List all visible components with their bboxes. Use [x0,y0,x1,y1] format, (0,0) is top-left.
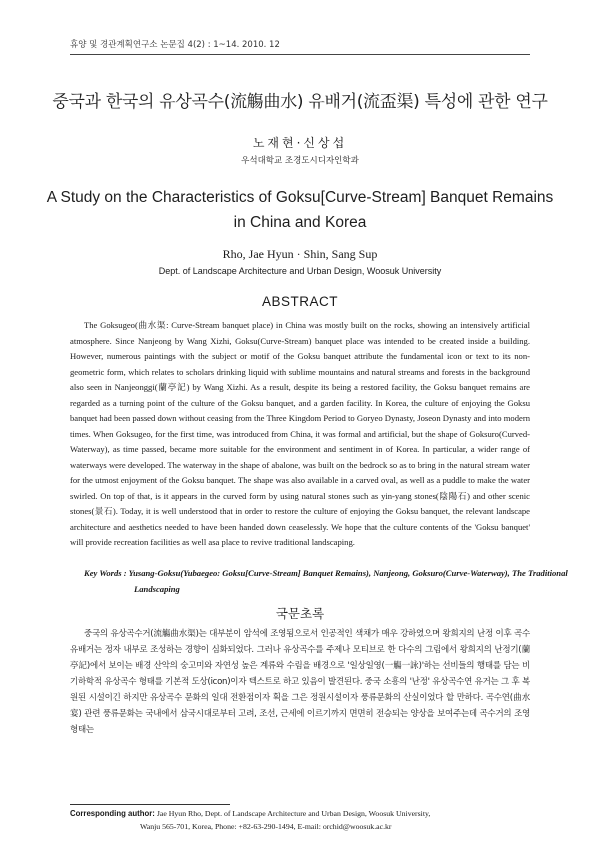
keywords: Key Words : Yusang-Goksu(Yubaegeo: Goksu[Curve-Stream] Banquet Remains), Nanjeong, Goksuro(Curve-Waterway), The Traditional Landscaping [84,568,568,594]
footnote-line-2: Wanju 565-701, Korea, Phone: +82-63-290-1494, E-mail: orchid@woosuk.ac.kr [140,821,392,831]
journal-header: 휴양 및 경관계획연구소 논문집 4(2) : 1~14. 2010. 12 [70,40,280,50]
korean-abstract-heading: 국문초록 [275,606,325,621]
footnote-rule [70,804,230,805]
abstract-body: The Goksugeo(曲水渠: Curve-Stream banquet place) in China was mostly built on the rocks, showing an intensively artificial atmosphere. Since Nanjeong by Wang Xizhi, Goksu(Curve-Stream) banquet place was intended to be created inside a building. However, numerous paintings with the subject or motif of the Goksu banquet attribute the fundamental icon or text to its non-geometric form, which relates to scholars drinking liquid with sublime mountains and natural streams and forests in the background also seen in Nanjeonggi(蘭亭記) by Wang Xizhi. As a result, despite its being a restored facility, the Goksu banquet remains are regarded as a turning point of the culture of the Goksu banquet, and a garden facility. In Korea, the culture of enjoying the Goksu banquet had been passed down without ceasing from the Three Kingdom Period to Goryeo Dynasty, Joseon Dynasty and into modern times. When Goksugeo, for the first time, was introduced from China, it was formal and artificial, but the shape of Goksuro(Curved-Waterway), as time passed, became more suitable for the environment and sentiment in of Korea. In particular, a wider range of waterways were developed. The waterway in the shape of abalone, was built on the bedrock so as to bring in the natural stream water for the utmost enjoyment of the Goksu banquet. The shape was also available in a carved oval, as well as a puddle to make the water swirled. On top of that, is it appears in the curved form by using natural stones such as yin-yang stones(陰陽石) and other scenic stones(景石). Today, it is well understood that in order to restore the culture of enjoying the Goksu banquet, the relevant landscape architecture and aesthetics needed to have been handed down ceaselessly. We hope that the culture contents of the 'Goksu banquet' will provide recreation facilities as well asa place to revive traditional landscaping. [70,320,530,547]
title-english-line-2: in China and Korea [233,214,367,231]
affiliation-korean: 우석대학교 조경도시디자인학과 [241,156,359,166]
abstract-heading: ABSTRACT [261,294,338,309]
authors-english: Rho, Jae Hyun · Shin, Sang Sup [222,247,378,261]
authors-korean: 노재현·신상섭 [252,136,348,150]
footnote-line-1 [70,808,540,821]
title-english [40,185,560,235]
korean-abstract-body: 중국의 유상곡수거(流觴曲水渠)는 대부분이 암석에 조영됨으로서 인공적인 색채가 매우 강하였으며 왕희지의 난정 이후 곡수 유배거는 정자 내부로 조성하는 경향이 심화되었다. 그러나 유상곡수를 주제나 모티브로 한 다수의 그림에서 왕희지의 난정기(蘭亭記)에서 보이는 배경 산악의 숭고미와 자연성 높은 계류와 수림을 배경으로 '일상일영(一觴一詠)'하는 선비들의 행태를 담는 비기하학적 유상곡수 형태를 기본적 도상(icon)이자 텍스트로 하고 있음이 발견된다. 중국 소흥의 '난정' 유상곡수연 유거는 그 후 복원된 시설이긴 하지만 유상곡수 문화의 일대 전환점이자 획을 그은 정원시설이자 풍류문화의 산실이었다 할 만하다. 곡수연(曲水宴) 관련 풍류문화는 국내에서 삼국시대로부터 고려, 조선, 근세에 이르기까지 면면히 전승되는 양상을 보여주는데 곡수거의 조영형태는 [70,629,530,735]
affiliation-english: Dept. of Landscape Architecture and Urban Design, Woosuk University [158,266,442,276]
footnote [70,808,540,833]
title-korean: 중국과 한국의 유상곡수(流觴曲水) 유배거(流盃渠) 특성에 관한 연구 [52,92,548,112]
header-rule [70,54,530,55]
title-english-line-1: A Study on the Characteristics of Goksu[Curve-Stream] Banquet Remains [46,189,554,206]
footnote-author: Jae Hyun Rho, Dept. of Landscape Architecture and Urban Design, Woosuk University, [156,809,431,818]
footnote-label: Corresponding author: [70,809,155,818]
